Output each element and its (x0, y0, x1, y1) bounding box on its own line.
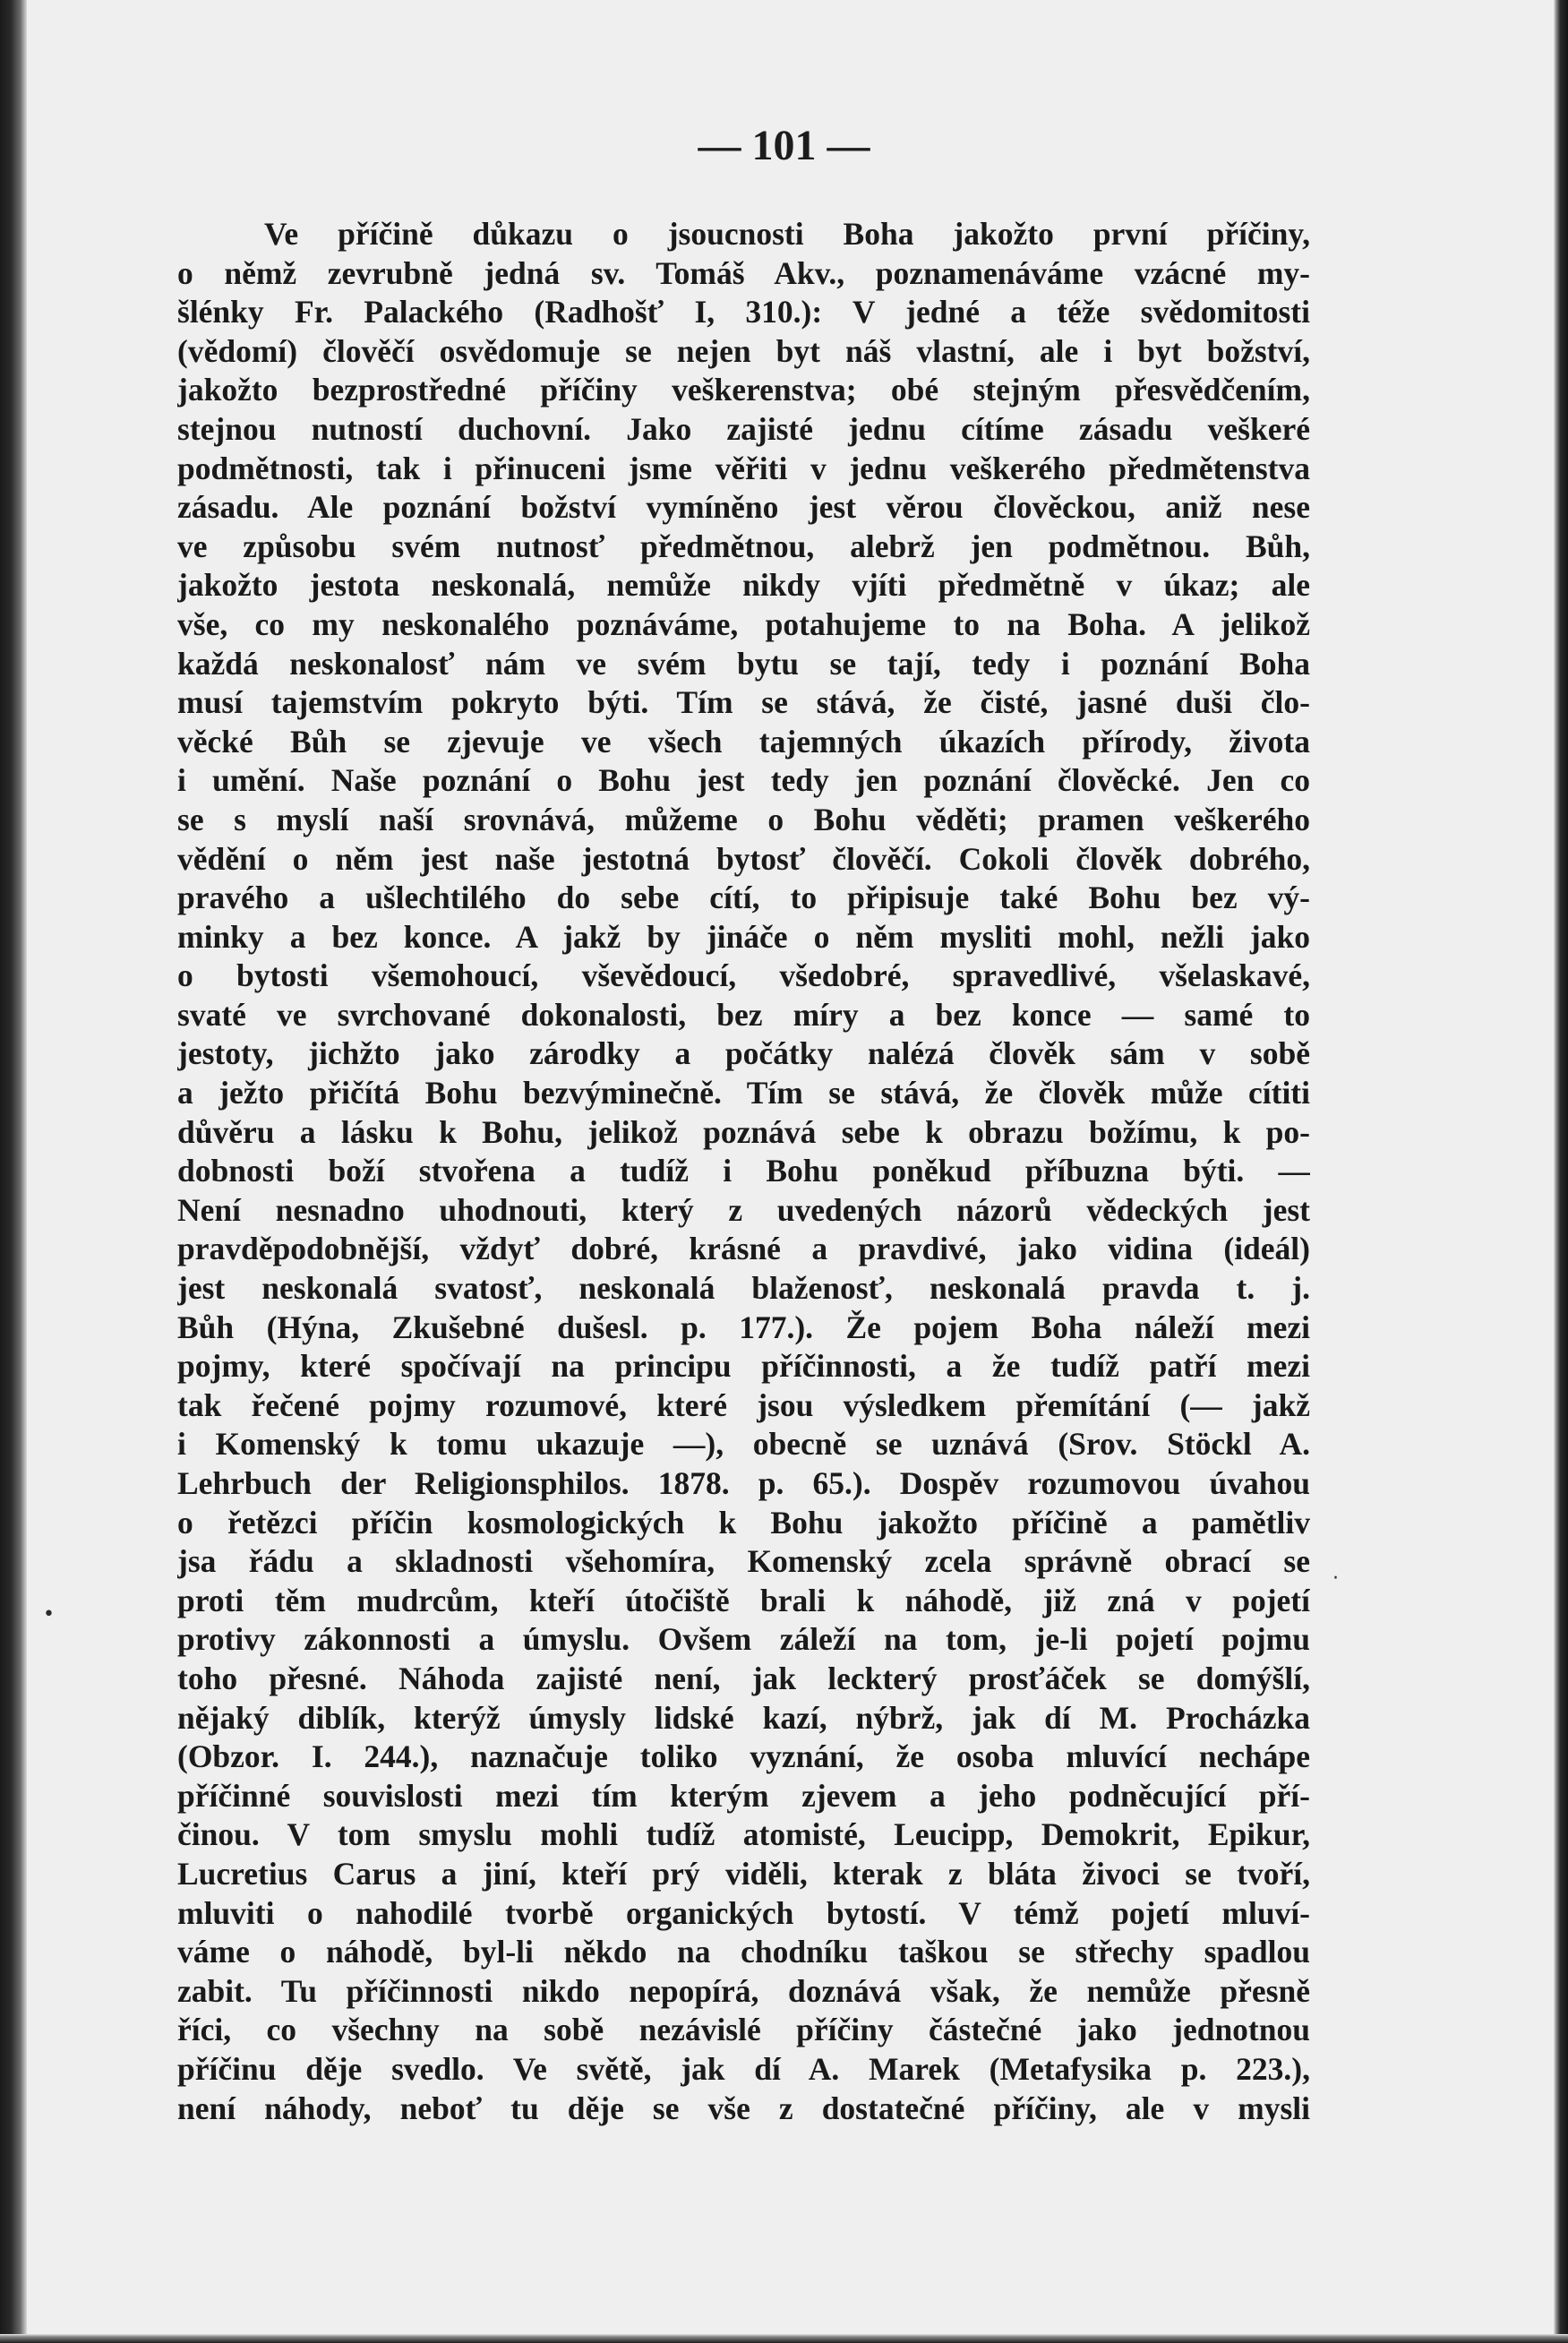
text-line: jakožto jestota neskonalá, nemůže nikdy vjíti předmětně v úkaz; ale (177, 567, 1310, 604)
text-line: tak řečené pojmy rozumové, které jsou výsledkem přemítání (— jakž (177, 1386, 1310, 1423)
text-line: říci, co všechny na sobě nezávislé příčiny částečné jako jednotnou (177, 2012, 1310, 2048)
text-line: protivy zákonnosti a úmyslu. Ovšem záleží na tom, je-li pojetí pojmu (177, 1621, 1310, 1658)
text-line: i umění. Naše poznání o Bohu jest tedy jen poznání člověcké. Jen co (177, 762, 1310, 799)
text-line: Ve příčině důkazu o jsoucnosti Boha jakožto první příčiny, (264, 216, 1310, 252)
text-line: o bytosti všemohoucí, vševědoucí, všedobré, spravedlivé, všelaskavé, (177, 957, 1310, 994)
text-line: minky a bez konce. A jakž by jináče o něm mysliti mohl, nežli jako (177, 918, 1310, 955)
text-line: i Komenský k tomu ukazuje —), obecně se uznává (Srov. Stöckl A. (177, 1426, 1310, 1463)
text-line: o řetězci příčin kosmologických k Bohu jakožto příčině a pamětliv (177, 1504, 1310, 1541)
text-line: Lucretius Carus a jiní, kteří prý viděli, kterak z bláta živoci se tvoří, (177, 1855, 1310, 1892)
text-line: jest neskonalá svatosť, neskonalá blaženosť, neskonalá pravda t. j. (177, 1270, 1310, 1307)
page-edge-left (0, 0, 27, 2343)
text-line: pojmy, které spočívají na principu příčinnosti, a že tudíž patří mezi (177, 1348, 1310, 1385)
text-line: Lehrbuch der Religionsphilos. 1878. p. 65.). Dospěv rozumovou úvahou (177, 1465, 1310, 1501)
text-line: (vědomí) člověčí osvědomuje se nejen byt náš vlastní, ale i byt božství, (177, 332, 1310, 369)
text-line: příčinné souvislosti mezi tím kterým zjevem a jeho podněcující pří- (177, 1777, 1310, 1814)
text-line: svaté ve svrchované dokonalosti, bez míry a bez konce — samé to (177, 996, 1310, 1033)
text-line: stejnou nutností duchovní. Jako zajisté jednu cítíme zásadu veškeré (177, 410, 1310, 447)
text-line: (Obzor. I. 244.), naznačuje toliko vyznání, že osoba mluvící nechápe (177, 1738, 1310, 1775)
text-line: jestoty, jichžto jako zárodky a počátky nalézá člověk sám v sobě (177, 1035, 1310, 1072)
text-line: a ježto přičítá Bohu bezvýminečně. Tím se stává, že člověk může cítiti (177, 1075, 1310, 1111)
text-line: jakožto bezprostředné příčiny veškerenstva; obé stejným přesvědčením, (177, 372, 1310, 408)
text-line: se s myslí naší srovnává, můžeme o Bohu věděti; pramen veškerého (177, 801, 1310, 837)
text-line: zásadu. Ale poznání božství vymíněno jest věrou člověckou, aniž nese (177, 489, 1310, 526)
text-line: proti těm mudrcům, kteří útočiště brali k náhodě, již zná v pojetí (177, 1582, 1310, 1618)
text-line: pravděpodobnější, vždyť dobré, krásné a pravdivé, jako vidina (ideál) (177, 1231, 1310, 1267)
text-line: dobnosti boží stvořena a tudíž i Bohu poněkud příbuzna býti. — (177, 1153, 1310, 1189)
text-line: vědění o něm jest naše jestotná bytosť člověčí. Cokoli člověk dobrého, (177, 840, 1310, 877)
text-line: podmětnosti, tak i přinuceni jsme věřiti v jednu veškerého předmětenstva (177, 450, 1310, 486)
text-line: důvěru a lásku k Bohu, jelikož poznává sebe k obrazu božímu, k po- (177, 1113, 1310, 1150)
body-text (177, 215, 1310, 2128)
text-line: zabit. Tu příčinnosti nikdo nepopírá, doznává však, že nemůže přesně (177, 1972, 1310, 2009)
text-line: šlénky Fr. Palackého (Radhošť I, 310.): V jedné a téže svědomitosti (177, 294, 1310, 330)
page-edge-bottom (0, 2334, 1568, 2343)
text-line: příčinu děje svedlo. Ve světě, jak dí A. Marek (Metafysika p. 223.), (177, 2050, 1310, 2087)
text-line: Není nesnadno uhodnouti, který z uvedených názorů vědeckých jest (177, 1191, 1310, 1228)
text-line: o němž zevrubně jedná sv. Tomáš Akv., poznamenáváme vzácné my- (177, 254, 1310, 291)
text-line: každá neskonalosť nám ve svém bytu se tají, tedy i poznání Boha (177, 645, 1310, 682)
scan-speck: · (1332, 1567, 1339, 1590)
text-line: činou. V tom smyslu mohli tudíž atomisté, Leucipp, Demokrit, Epikur, (177, 1816, 1310, 1853)
text-line: mluviti o nahodilé tvorbě organických bytostí. V témž pojetí mluví- (177, 1894, 1310, 1931)
text-line: váme o náhodě, byl-li někdo na chodníku taškou se střechy spadlou (177, 1934, 1310, 1970)
text-line: vše, co my neskonalého poznáváme, potahujeme to na Boha. A jelikož (177, 605, 1310, 642)
scan-speck: • (43, 1603, 55, 1626)
text-line: jsa řádu a skladnosti všehomíra, Komenský zcela správně obrací se (177, 1543, 1310, 1580)
text-line: ve způsobu svém nutnosť předmětnou, alebrž jen podmětnou. Bůh, (177, 528, 1310, 564)
text-line: nějaký diblík, kterýž úmysly lidské kazí, nýbrž, jak dí M. Procházka (177, 1699, 1310, 1736)
text-line: toho přesné. Náhoda zajisté není, jak leckterý prosťáček se domýšlí, (177, 1660, 1310, 1696)
page-edge-right (1554, 0, 1568, 2343)
text-line: musí tajemstvím pokryto býti. Tím se stává, že čisté, jasné duši člo- (177, 684, 1310, 721)
text-line: pravého a ušlechtilého do sebe cítí, to připisuje také Bohu bez vý- (177, 880, 1310, 916)
text-line: není náhody, neboť tu děje se vše z dostatečné příčiny, ale v mysli (177, 2090, 1310, 2126)
text-line: Bůh (Hýna, Zkušebné dušesl. p. 177.). Že pojem Boha náleží mezi (177, 1309, 1310, 1345)
text-line: věcké Bůh se zjevuje ve všech tajemných úkazích přírody, života (177, 723, 1310, 760)
page-number: — 101 — (698, 122, 870, 169)
